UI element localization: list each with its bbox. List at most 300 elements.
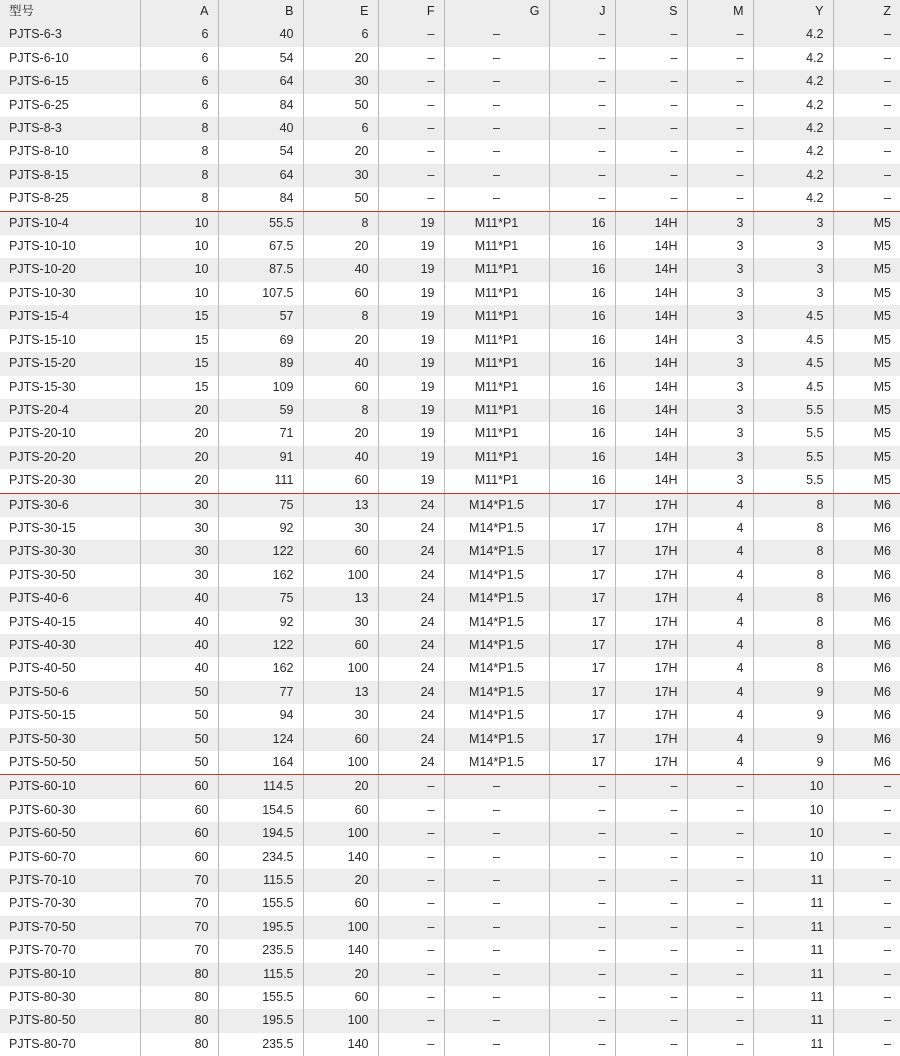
table-row (0, 611, 900, 634)
cell-m: 4 (687, 540, 753, 563)
table-row (0, 869, 900, 892)
table-row (0, 305, 900, 328)
cell-m: – (687, 963, 753, 986)
cell-m: 4 (687, 751, 753, 775)
cell-a: 20 (140, 446, 218, 469)
cell-a: 40 (140, 657, 218, 680)
cell-model: PJTS-20-30 (0, 469, 140, 493)
cell-m: – (687, 986, 753, 1009)
cell-y: 5.5 (753, 469, 833, 493)
cell-z: – (833, 869, 900, 892)
cell-s: – (615, 963, 687, 986)
cell-m: 4 (687, 704, 753, 727)
cell-s: 14H (615, 258, 687, 281)
cell-j: 17 (549, 751, 615, 775)
cell-f: – (378, 939, 444, 962)
table-row (0, 728, 900, 751)
cell-j: 17 (549, 681, 615, 704)
cell-j: – (549, 187, 615, 211)
cell-a: 40 (140, 634, 218, 657)
cell-g: – (444, 869, 549, 892)
cell-b: 84 (218, 187, 303, 211)
cell-model: PJTS-60-30 (0, 799, 140, 822)
cell-s: 14H (615, 211, 687, 235)
cell-y: 4.5 (753, 305, 833, 328)
cell-j: – (549, 164, 615, 187)
cell-g: – (444, 799, 549, 822)
cell-y: 11 (753, 916, 833, 939)
cell-z: M6 (833, 493, 900, 517)
cell-z: M6 (833, 728, 900, 751)
cell-model: PJTS-40-30 (0, 634, 140, 657)
cell-m: – (687, 47, 753, 70)
table-row (0, 587, 900, 610)
cell-e: 60 (303, 376, 378, 399)
cell-g: M11*P1 (444, 399, 549, 422)
cell-s: 14H (615, 305, 687, 328)
cell-z: M5 (833, 399, 900, 422)
cell-f: – (378, 1033, 444, 1056)
cell-g: M14*P1.5 (444, 493, 549, 517)
cell-m: 4 (687, 493, 753, 517)
table-row (0, 564, 900, 587)
cell-g: M14*P1.5 (444, 751, 549, 775)
cell-j: 17 (549, 564, 615, 587)
cell-j: – (549, 1033, 615, 1056)
cell-a: 30 (140, 517, 218, 540)
cell-z: M5 (833, 352, 900, 375)
cell-b: 122 (218, 634, 303, 657)
table-row (0, 94, 900, 117)
cell-a: 60 (140, 775, 218, 799)
cell-s: 14H (615, 352, 687, 375)
cell-s: – (615, 117, 687, 140)
cell-m: – (687, 1033, 753, 1056)
cell-j: 17 (549, 634, 615, 657)
cell-model: PJTS-8-3 (0, 117, 140, 140)
cell-b: 162 (218, 564, 303, 587)
cell-j: 16 (549, 376, 615, 399)
table-row (0, 517, 900, 540)
table-row (0, 187, 900, 211)
cell-e: 8 (303, 211, 378, 235)
cell-f: 24 (378, 540, 444, 563)
cell-z: M6 (833, 517, 900, 540)
cell-m: – (687, 822, 753, 845)
cell-s: 17H (615, 704, 687, 727)
cell-j: 16 (549, 235, 615, 258)
table-row (0, 235, 900, 258)
cell-j: 17 (549, 611, 615, 634)
cell-b: 92 (218, 611, 303, 634)
cell-b: 75 (218, 587, 303, 610)
cell-z: – (833, 164, 900, 187)
cell-a: 10 (140, 235, 218, 258)
column-header-g: G (444, 0, 549, 23)
table-row (0, 892, 900, 915)
table-row (0, 352, 900, 375)
cell-g: M11*P1 (444, 282, 549, 305)
cell-f: 24 (378, 493, 444, 517)
cell-s: – (615, 986, 687, 1009)
cell-b: 92 (218, 517, 303, 540)
cell-model: PJTS-40-15 (0, 611, 140, 634)
cell-f: 19 (378, 399, 444, 422)
cell-j: 16 (549, 469, 615, 493)
cell-model: PJTS-6-25 (0, 94, 140, 117)
cell-s: 17H (615, 517, 687, 540)
cell-b: 87.5 (218, 258, 303, 281)
cell-model: PJTS-70-70 (0, 939, 140, 962)
cell-b: 64 (218, 164, 303, 187)
cell-y: 3 (753, 235, 833, 258)
cell-z: M5 (833, 211, 900, 235)
cell-g: – (444, 916, 549, 939)
cell-y: 8 (753, 657, 833, 680)
table-row (0, 23, 900, 46)
cell-a: 80 (140, 963, 218, 986)
cell-e: 40 (303, 258, 378, 281)
cell-s: – (615, 1009, 687, 1032)
cell-model: PJTS-60-50 (0, 822, 140, 845)
cell-g: – (444, 1033, 549, 1056)
cell-model: PJTS-50-50 (0, 751, 140, 775)
cell-f: – (378, 117, 444, 140)
cell-j: 16 (549, 446, 615, 469)
cell-j: 16 (549, 211, 615, 235)
cell-m: – (687, 869, 753, 892)
cell-y: 11 (753, 1009, 833, 1032)
cell-e: 60 (303, 282, 378, 305)
cell-s: 17H (615, 587, 687, 610)
cell-a: 60 (140, 846, 218, 869)
cell-y: 4.2 (753, 47, 833, 70)
cell-e: 100 (303, 657, 378, 680)
cell-m: – (687, 94, 753, 117)
cell-b: 164 (218, 751, 303, 775)
cell-a: 30 (140, 493, 218, 517)
cell-m: – (687, 939, 753, 962)
cell-a: 20 (140, 422, 218, 445)
cell-m: 4 (687, 681, 753, 704)
cell-z: – (833, 775, 900, 799)
cell-b: 234.5 (218, 846, 303, 869)
cell-model: PJTS-20-20 (0, 446, 140, 469)
cell-m: – (687, 164, 753, 187)
cell-f: – (378, 94, 444, 117)
table-row (0, 963, 900, 986)
cell-f: 24 (378, 704, 444, 727)
cell-m: 3 (687, 329, 753, 352)
cell-a: 8 (140, 140, 218, 163)
cell-e: 8 (303, 305, 378, 328)
cell-b: 155.5 (218, 892, 303, 915)
cell-y: 3 (753, 258, 833, 281)
cell-y: 4.2 (753, 187, 833, 211)
cell-e: 30 (303, 164, 378, 187)
cell-j: 16 (549, 352, 615, 375)
cell-y: 11 (753, 939, 833, 962)
cell-b: 155.5 (218, 986, 303, 1009)
cell-z: M6 (833, 704, 900, 727)
cell-m: – (687, 23, 753, 46)
cell-e: 100 (303, 564, 378, 587)
cell-y: 8 (753, 587, 833, 610)
cell-e: 6 (303, 117, 378, 140)
cell-s: – (615, 916, 687, 939)
cell-y: 5.5 (753, 446, 833, 469)
cell-f: 19 (378, 258, 444, 281)
table-row (0, 282, 900, 305)
cell-s: 14H (615, 399, 687, 422)
table-row (0, 657, 900, 680)
cell-a: 50 (140, 751, 218, 775)
cell-z: – (833, 47, 900, 70)
cell-g: M14*P1.5 (444, 517, 549, 540)
cell-model: PJTS-80-10 (0, 963, 140, 986)
cell-a: 30 (140, 564, 218, 587)
cell-m: 4 (687, 728, 753, 751)
cell-e: 30 (303, 517, 378, 540)
cell-f: 19 (378, 422, 444, 445)
cell-a: 60 (140, 799, 218, 822)
cell-g: M11*P1 (444, 235, 549, 258)
cell-m: 3 (687, 305, 753, 328)
cell-f: – (378, 775, 444, 799)
cell-e: 20 (303, 329, 378, 352)
cell-m: 4 (687, 634, 753, 657)
cell-b: 154.5 (218, 799, 303, 822)
cell-y: 4.2 (753, 94, 833, 117)
cell-a: 70 (140, 939, 218, 962)
cell-model: PJTS-50-30 (0, 728, 140, 751)
cell-s: – (615, 1033, 687, 1056)
cell-g: M14*P1.5 (444, 611, 549, 634)
cell-e: 40 (303, 352, 378, 375)
cell-model: PJTS-20-10 (0, 422, 140, 445)
cell-e: 100 (303, 751, 378, 775)
cell-m: 3 (687, 422, 753, 445)
cell-b: 59 (218, 399, 303, 422)
cell-b: 54 (218, 47, 303, 70)
cell-model: PJTS-10-20 (0, 258, 140, 281)
cell-a: 8 (140, 117, 218, 140)
cell-m: 3 (687, 258, 753, 281)
cell-y: 3 (753, 211, 833, 235)
cell-model: PJTS-15-4 (0, 305, 140, 328)
cell-b: 194.5 (218, 822, 303, 845)
cell-b: 84 (218, 94, 303, 117)
table-row (0, 47, 900, 70)
cell-z: M5 (833, 329, 900, 352)
cell-model: PJTS-30-30 (0, 540, 140, 563)
table-row (0, 446, 900, 469)
cell-model: PJTS-6-10 (0, 47, 140, 70)
cell-e: 100 (303, 822, 378, 845)
cell-s: – (615, 23, 687, 46)
cell-e: 8 (303, 399, 378, 422)
cell-j: 17 (549, 704, 615, 727)
cell-b: 55.5 (218, 211, 303, 235)
cell-g: – (444, 70, 549, 93)
cell-z: M5 (833, 446, 900, 469)
table-row (0, 986, 900, 1009)
cell-j: – (549, 916, 615, 939)
cell-a: 70 (140, 892, 218, 915)
cell-a: 20 (140, 399, 218, 422)
cell-a: 50 (140, 704, 218, 727)
cell-a: 10 (140, 211, 218, 235)
cell-a: 10 (140, 258, 218, 281)
cell-y: 8 (753, 517, 833, 540)
table-body (0, 23, 900, 1056)
cell-s: – (615, 822, 687, 845)
cell-z: – (833, 846, 900, 869)
cell-e: 60 (303, 892, 378, 915)
cell-b: 40 (218, 23, 303, 46)
cell-y: 8 (753, 611, 833, 634)
cell-model: PJTS-60-10 (0, 775, 140, 799)
cell-f: – (378, 164, 444, 187)
table-row (0, 422, 900, 445)
table-header (0, 0, 900, 23)
cell-y: 4.2 (753, 23, 833, 46)
cell-b: 109 (218, 376, 303, 399)
cell-f: – (378, 869, 444, 892)
cell-s: – (615, 164, 687, 187)
cell-model: PJTS-80-30 (0, 986, 140, 1009)
cell-e: 50 (303, 94, 378, 117)
cell-model: PJTS-50-15 (0, 704, 140, 727)
cell-a: 15 (140, 376, 218, 399)
cell-m: 4 (687, 517, 753, 540)
cell-model: PJTS-10-30 (0, 282, 140, 305)
table-row (0, 376, 900, 399)
cell-m: – (687, 117, 753, 140)
cell-f: 19 (378, 305, 444, 328)
cell-e: 60 (303, 728, 378, 751)
cell-g: – (444, 23, 549, 46)
cell-g: – (444, 140, 549, 163)
cell-y: 10 (753, 822, 833, 845)
cell-model: PJTS-10-4 (0, 211, 140, 235)
cell-z: M6 (833, 681, 900, 704)
table-row (0, 258, 900, 281)
cell-s: – (615, 94, 687, 117)
cell-z: M5 (833, 469, 900, 493)
cell-z: – (833, 916, 900, 939)
cell-b: 89 (218, 352, 303, 375)
cell-f: – (378, 140, 444, 163)
cell-f: 19 (378, 282, 444, 305)
cell-a: 70 (140, 916, 218, 939)
table-row (0, 799, 900, 822)
cell-s: – (615, 47, 687, 70)
cell-f: 19 (378, 446, 444, 469)
cell-y: 10 (753, 799, 833, 822)
cell-y: 3 (753, 282, 833, 305)
cell-model: PJTS-50-6 (0, 681, 140, 704)
cell-g: – (444, 775, 549, 799)
cell-m: – (687, 892, 753, 915)
cell-y: 8 (753, 564, 833, 587)
cell-j: – (549, 939, 615, 962)
cell-model: PJTS-15-20 (0, 352, 140, 375)
cell-j: – (549, 799, 615, 822)
cell-m: 4 (687, 587, 753, 610)
cell-a: 6 (140, 94, 218, 117)
column-header-f: F (378, 0, 444, 23)
cell-b: 69 (218, 329, 303, 352)
cell-j: – (549, 963, 615, 986)
cell-f: 19 (378, 235, 444, 258)
cell-m: 4 (687, 564, 753, 587)
cell-model: PJTS-10-10 (0, 235, 140, 258)
cell-e: 20 (303, 422, 378, 445)
table-row (0, 399, 900, 422)
cell-y: 5.5 (753, 422, 833, 445)
cell-z: M5 (833, 258, 900, 281)
cell-b: 91 (218, 446, 303, 469)
cell-a: 30 (140, 540, 218, 563)
cell-e: 20 (303, 963, 378, 986)
cell-f: 24 (378, 517, 444, 540)
cell-f: 19 (378, 352, 444, 375)
cell-y: 10 (753, 775, 833, 799)
cell-b: 114.5 (218, 775, 303, 799)
cell-f: 19 (378, 211, 444, 235)
cell-model: PJTS-15-30 (0, 376, 140, 399)
cell-z: M6 (833, 751, 900, 775)
cell-e: 20 (303, 235, 378, 258)
cell-z: M6 (833, 657, 900, 680)
cell-z: – (833, 986, 900, 1009)
cell-model: PJTS-8-15 (0, 164, 140, 187)
column-header-model: 型号 (0, 0, 140, 23)
cell-z: – (833, 1033, 900, 1056)
cell-g: M11*P1 (444, 422, 549, 445)
cell-y: 8 (753, 493, 833, 517)
column-header-m: M (687, 0, 753, 23)
cell-e: 60 (303, 799, 378, 822)
cell-j: – (549, 117, 615, 140)
table-row (0, 822, 900, 845)
cell-s: 14H (615, 235, 687, 258)
cell-f: – (378, 1009, 444, 1032)
cell-e: 13 (303, 681, 378, 704)
cell-f: – (378, 892, 444, 915)
cell-z: – (833, 70, 900, 93)
cell-e: 30 (303, 611, 378, 634)
cell-model: PJTS-60-70 (0, 846, 140, 869)
cell-model: PJTS-30-6 (0, 493, 140, 517)
column-header-z: Z (833, 0, 900, 23)
cell-g: M11*P1 (444, 469, 549, 493)
cell-m: – (687, 140, 753, 163)
cell-model: PJTS-40-50 (0, 657, 140, 680)
cell-b: 77 (218, 681, 303, 704)
cell-y: 4.5 (753, 376, 833, 399)
cell-y: 5.5 (753, 399, 833, 422)
cell-y: 9 (753, 751, 833, 775)
cell-y: 4.2 (753, 70, 833, 93)
cell-a: 40 (140, 611, 218, 634)
cell-m: 3 (687, 399, 753, 422)
cell-model: PJTS-30-50 (0, 564, 140, 587)
cell-b: 195.5 (218, 916, 303, 939)
cell-g: M11*P1 (444, 305, 549, 328)
cell-a: 40 (140, 587, 218, 610)
